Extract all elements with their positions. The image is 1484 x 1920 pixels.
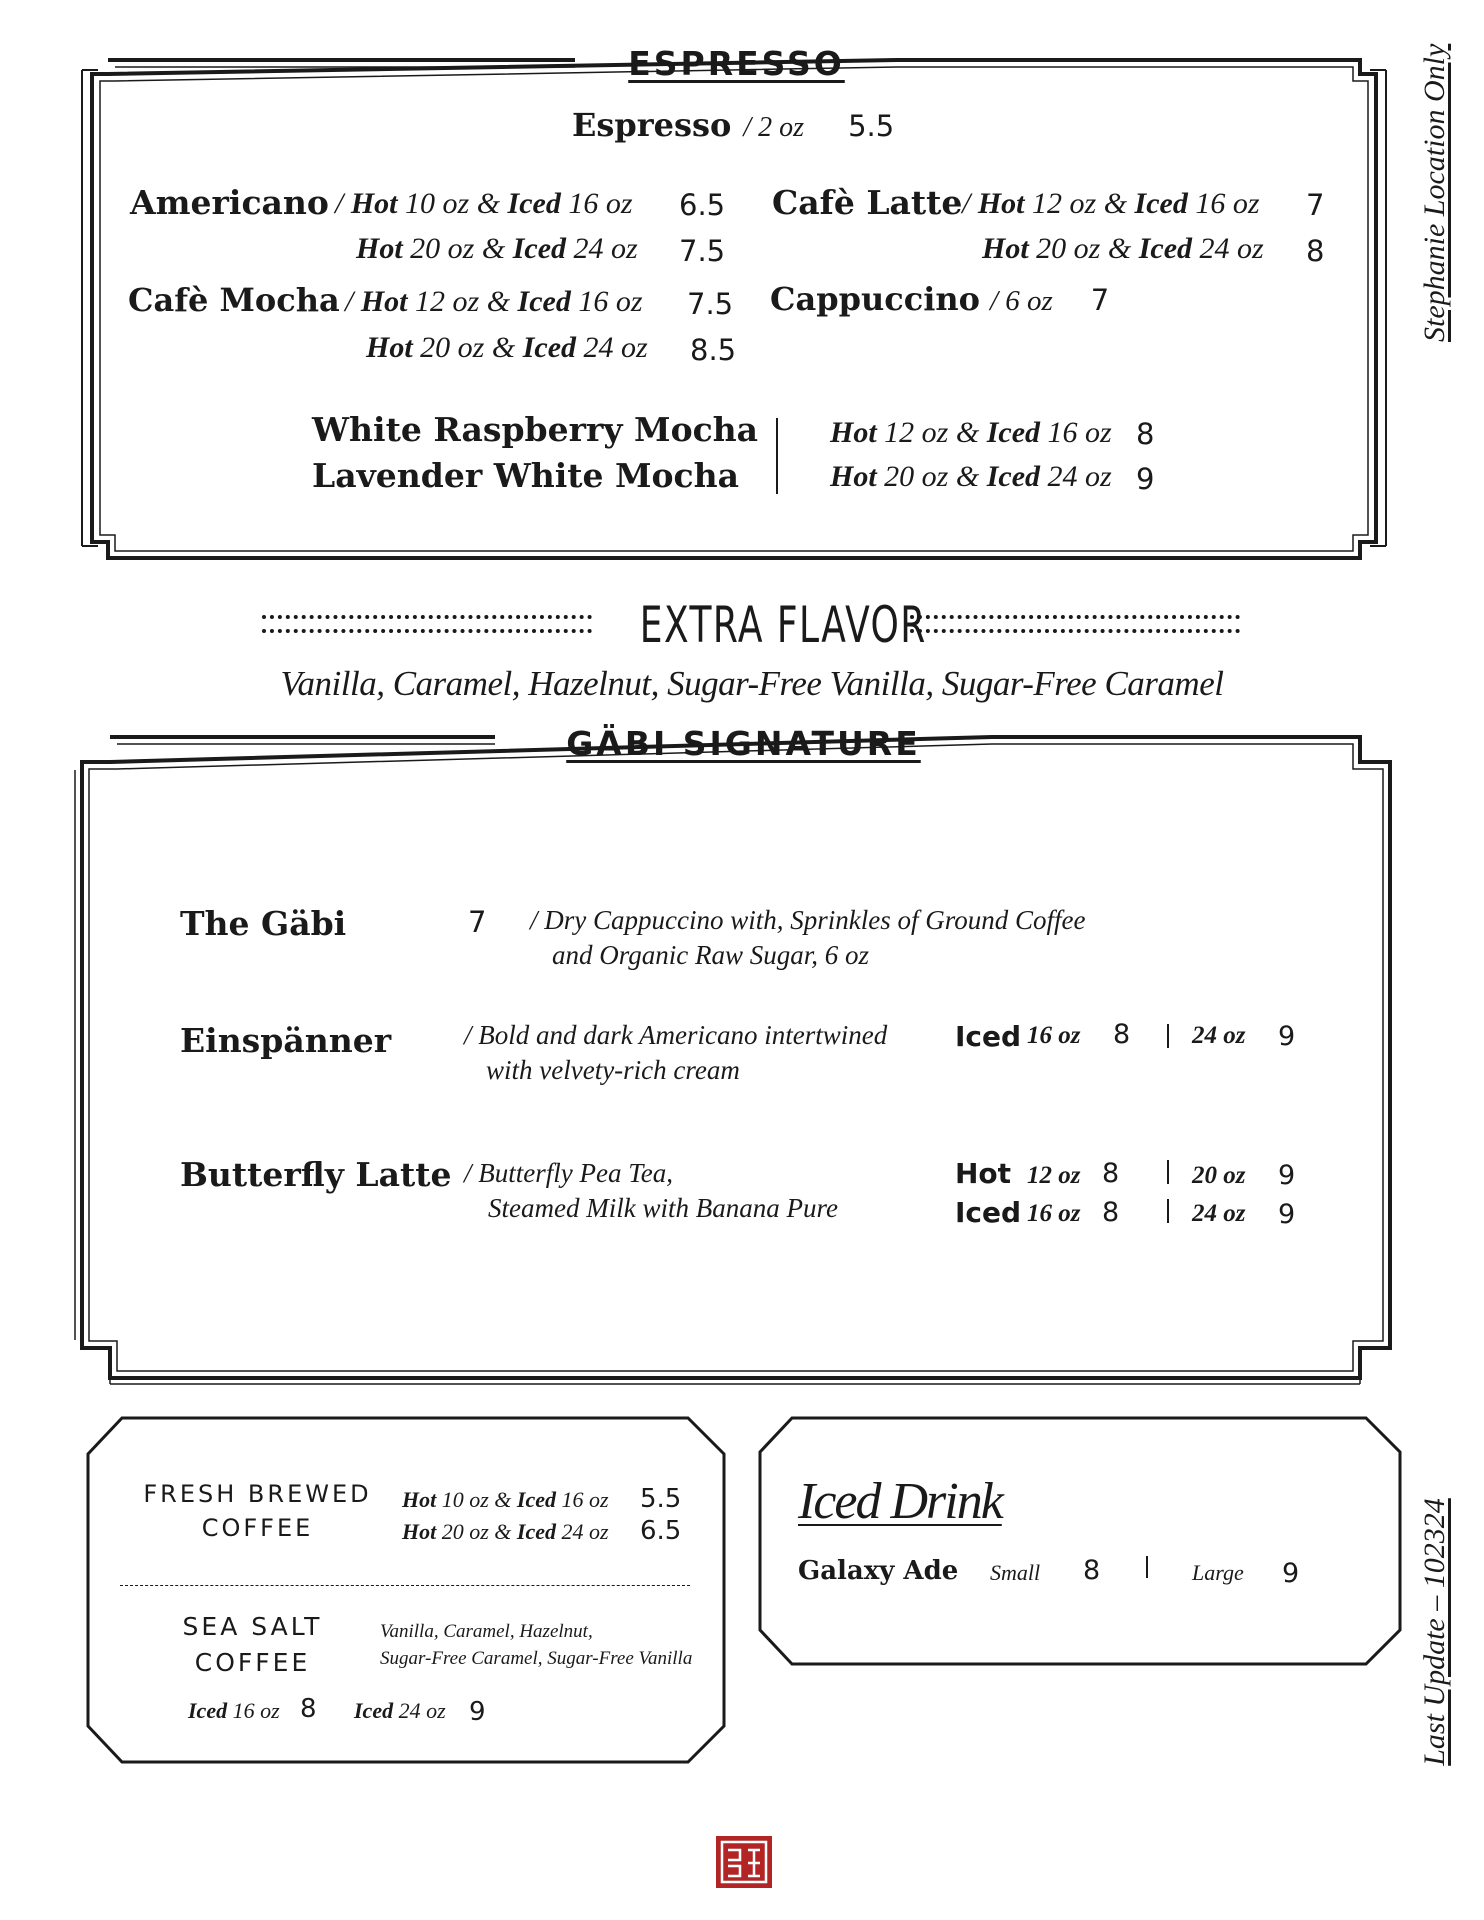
butterfly-iced-divider — [1167, 1199, 1169, 1223]
butterfly-iced-size1: 16 oz — [1027, 1200, 1081, 1227]
latte-price1: 7 — [1306, 188, 1325, 222]
brewed-dashed-divider — [120, 1585, 690, 1586]
espresso-name: Espresso — [572, 106, 732, 144]
iced-drink-frame — [752, 1410, 1408, 1672]
brewed-price1: 5.5 — [640, 1484, 682, 1514]
iced-label: Iced — [516, 1487, 557, 1512]
iced-size: 24 oz — [561, 1519, 609, 1544]
extra-flavor-title: EXTRA FLAVOR — [639, 596, 927, 654]
iced-size: 24 oz — [583, 331, 648, 364]
iced-label: Iced — [522, 331, 577, 364]
gabi-desc1: / Dry Cappuccino with, Sprinkles of Ground Coffee — [530, 905, 1086, 935]
hot-size: 12 oz — [1032, 187, 1097, 220]
amp: & — [955, 416, 980, 449]
butterfly-iced-size2: 24 oz — [1192, 1200, 1246, 1227]
amp: & — [494, 1519, 512, 1544]
seasalt-option2 — [354, 1698, 446, 1724]
americano-line2 — [356, 232, 638, 266]
iced-size: 24 oz — [398, 1698, 446, 1723]
butterfly-desc1: / Butterfly Pea Tea, — [464, 1158, 673, 1188]
galaxy-ade-name: Galaxy Ade — [798, 1556, 959, 1586]
iced-label: Iced — [354, 1698, 394, 1723]
americano-name: Americano — [130, 183, 329, 222]
espresso-price: 5.5 — [848, 109, 895, 143]
amp: & — [955, 460, 980, 493]
einspanner-price1: 8 — [1113, 1019, 1131, 1050]
iced-label: Iced — [986, 416, 1041, 449]
galaxy-large-price: 9 — [1282, 1558, 1300, 1589]
butterfly-hot-price2: 9 — [1278, 1160, 1296, 1191]
side-note-location: Stephanie Location Only — [1418, 43, 1451, 342]
seasalt-option1 — [188, 1698, 280, 1724]
iced-label: Iced — [188, 1698, 228, 1723]
einspanner-price2: 9 — [1278, 1021, 1296, 1052]
hot-label: Hot — [830, 460, 877, 493]
einspanner-name: Einspänner — [180, 1021, 392, 1060]
iced-label: Iced — [1134, 187, 1188, 220]
hot-size: 20 oz — [420, 331, 485, 364]
einspanner-desc2: with velvety-rich cream — [486, 1055, 740, 1085]
hot-label: Hot — [982, 232, 1029, 265]
butterfly-hot-divider — [1167, 1160, 1169, 1184]
hot-label: Hot — [356, 232, 403, 265]
brewed-price2: 6.5 — [640, 1516, 682, 1546]
seasalt-flavors1: Vanilla, Caramel, Hazelnut, — [380, 1621, 593, 1642]
gabi-name: The Gäbi — [180, 904, 347, 943]
mocha-name: Cafè Mocha — [128, 281, 340, 319]
iced-label: Iced — [517, 285, 571, 318]
hot-size: 20 oz — [884, 460, 949, 493]
special-line1 — [830, 416, 1112, 450]
iced-label: Iced — [512, 232, 567, 265]
side-note-update: Last Update – 102324 — [1418, 1498, 1451, 1766]
butterfly-hot-price1: 8 — [1102, 1158, 1120, 1189]
butterfly-name: Butterfly Latte — [180, 1155, 452, 1194]
amp: & — [476, 187, 501, 220]
special-name-1: White Raspberry Mocha — [312, 410, 759, 449]
amp: & — [1103, 187, 1128, 220]
seasalt-price1: 8 — [300, 1694, 317, 1724]
galaxy-divider — [1146, 1556, 1148, 1578]
latte-line2 — [982, 232, 1264, 266]
einspanner-size2: 24 oz — [1192, 1022, 1246, 1049]
iced-size: 16 oz — [1047, 416, 1112, 449]
cappuccino-price: 7 — [1090, 283, 1110, 317]
mocha-price2: 8.5 — [690, 333, 737, 367]
butterfly-iced-label: Iced — [955, 1196, 1022, 1229]
hot-size: 10 oz — [405, 187, 470, 220]
iced-size: 16 oz — [232, 1698, 280, 1723]
hot-label: Hot — [360, 285, 408, 318]
hot-label: Hot — [402, 1487, 437, 1512]
butterfly-hot-label: Hot — [955, 1157, 1012, 1190]
special-divider — [776, 418, 778, 494]
extra-flavor-dots-left — [262, 615, 592, 645]
einspanner-iced-label: Iced — [955, 1020, 1022, 1053]
hot-size: 10 oz — [441, 1487, 489, 1512]
butterfly-iced-price2: 9 — [1278, 1199, 1296, 1230]
iced-size: 24 oz — [573, 232, 638, 265]
galaxy-small-label: Small — [990, 1560, 1041, 1585]
hot-label: Hot — [402, 1519, 437, 1544]
brewed-title2: COFFEE — [201, 1514, 314, 1542]
iced-size: 16 oz — [568, 187, 633, 220]
hot-label: Hot — [350, 187, 398, 220]
seasalt-title2: COFFEE — [194, 1648, 311, 1677]
special-name-2: Lavender White Mocha — [312, 456, 740, 495]
galaxy-small-price: 8 — [1083, 1555, 1101, 1586]
seasalt-price2: 9 — [469, 1697, 486, 1727]
hot-label: Hot — [366, 331, 413, 364]
amp: & — [486, 285, 511, 318]
mocha-price1: 7.5 — [687, 287, 734, 321]
amp: & — [481, 232, 506, 265]
espresso-size: / 2 oz — [743, 112, 805, 143]
iced-drink-title: Iced Drink — [798, 1473, 1002, 1530]
cappuccino-name: Cappuccino — [770, 280, 980, 318]
galaxy-large-label: Large — [1192, 1560, 1244, 1585]
espresso-row — [572, 106, 894, 144]
gabi-price: 7 — [468, 905, 487, 939]
cappuccino-row — [770, 280, 1109, 318]
hot-size: 20 oz — [410, 232, 475, 265]
butterfly-hot-size1: 12 oz — [1027, 1162, 1081, 1189]
cappuccino-size: / 6 oz — [989, 285, 1053, 317]
brewed-title1: FRESH BREWED — [143, 1480, 372, 1508]
gabi-desc2: and Organic Raw Sugar, 6 oz — [552, 940, 870, 970]
latte-price2: 8 — [1306, 234, 1325, 268]
extra-flavor-dots-right — [910, 615, 1240, 645]
amp: & — [491, 331, 516, 364]
extra-flavor-list: Vanilla, Caramel, Hazelnut, Sugar-Free Vanilla, Sugar-Free Caramel — [280, 664, 1224, 703]
iced-label: Iced — [516, 1519, 557, 1544]
americano-line1: / Hot 10 oz & Iced 16 oz — [335, 187, 633, 220]
brewed-line2 — [402, 1519, 609, 1545]
iced-label: Iced — [986, 460, 1041, 493]
special-price2: 9 — [1136, 462, 1155, 496]
amp: & — [1107, 232, 1132, 265]
iced-size: 16 oz — [578, 285, 643, 318]
mocha-line2 — [366, 331, 648, 365]
iced-size: 16 oz — [1195, 187, 1260, 220]
butterfly-hot-size2: 20 oz — [1192, 1162, 1246, 1189]
seasalt-title1: SEA SALT — [182, 1612, 323, 1641]
signature-title: GÄBI SIGNATURE — [566, 724, 921, 763]
einspanner-divider — [1167, 1024, 1169, 1048]
iced-label: Iced — [1138, 232, 1193, 265]
hot-size: 12 oz — [415, 285, 480, 318]
special-line2 — [830, 460, 1112, 494]
einspanner-desc1: / Bold and dark Americano intertwined — [464, 1020, 888, 1050]
mocha-line1: / Hot 12 oz & Iced 16 oz — [345, 285, 643, 318]
amp: & — [494, 1487, 512, 1512]
hot-size: 20 oz — [1036, 232, 1101, 265]
special-price1: 8 — [1136, 417, 1155, 451]
iced-size: 16 oz — [561, 1487, 609, 1512]
iced-size: 24 oz — [1199, 232, 1264, 265]
iced-label: Iced — [507, 187, 561, 220]
gabi-logo — [716, 1836, 772, 1888]
einspanner-size1: 16 oz — [1027, 1022, 1081, 1049]
iced-size: 24 oz — [1047, 460, 1112, 493]
hot-size: 12 oz — [884, 416, 949, 449]
hot-label: Hot — [830, 416, 877, 449]
hot-size: 20 oz — [441, 1519, 489, 1544]
americano-price2: 7.5 — [679, 234, 726, 268]
latte-name: Cafè Latte — [772, 183, 963, 222]
latte-line1: / Hot 12 oz & Iced 16 oz — [962, 187, 1260, 220]
espresso-title: ESPRESSO — [628, 44, 845, 83]
hot-label: Hot — [977, 187, 1025, 220]
butterfly-desc2: Steamed Milk with Banana Pure — [488, 1193, 838, 1223]
americano-price1: 6.5 — [679, 188, 726, 222]
seasalt-flavors2: Sugar-Free Caramel, Sugar-Free Vanilla — [380, 1648, 693, 1669]
butterfly-iced-price1: 8 — [1102, 1197, 1120, 1228]
brewed-line1 — [402, 1487, 609, 1513]
